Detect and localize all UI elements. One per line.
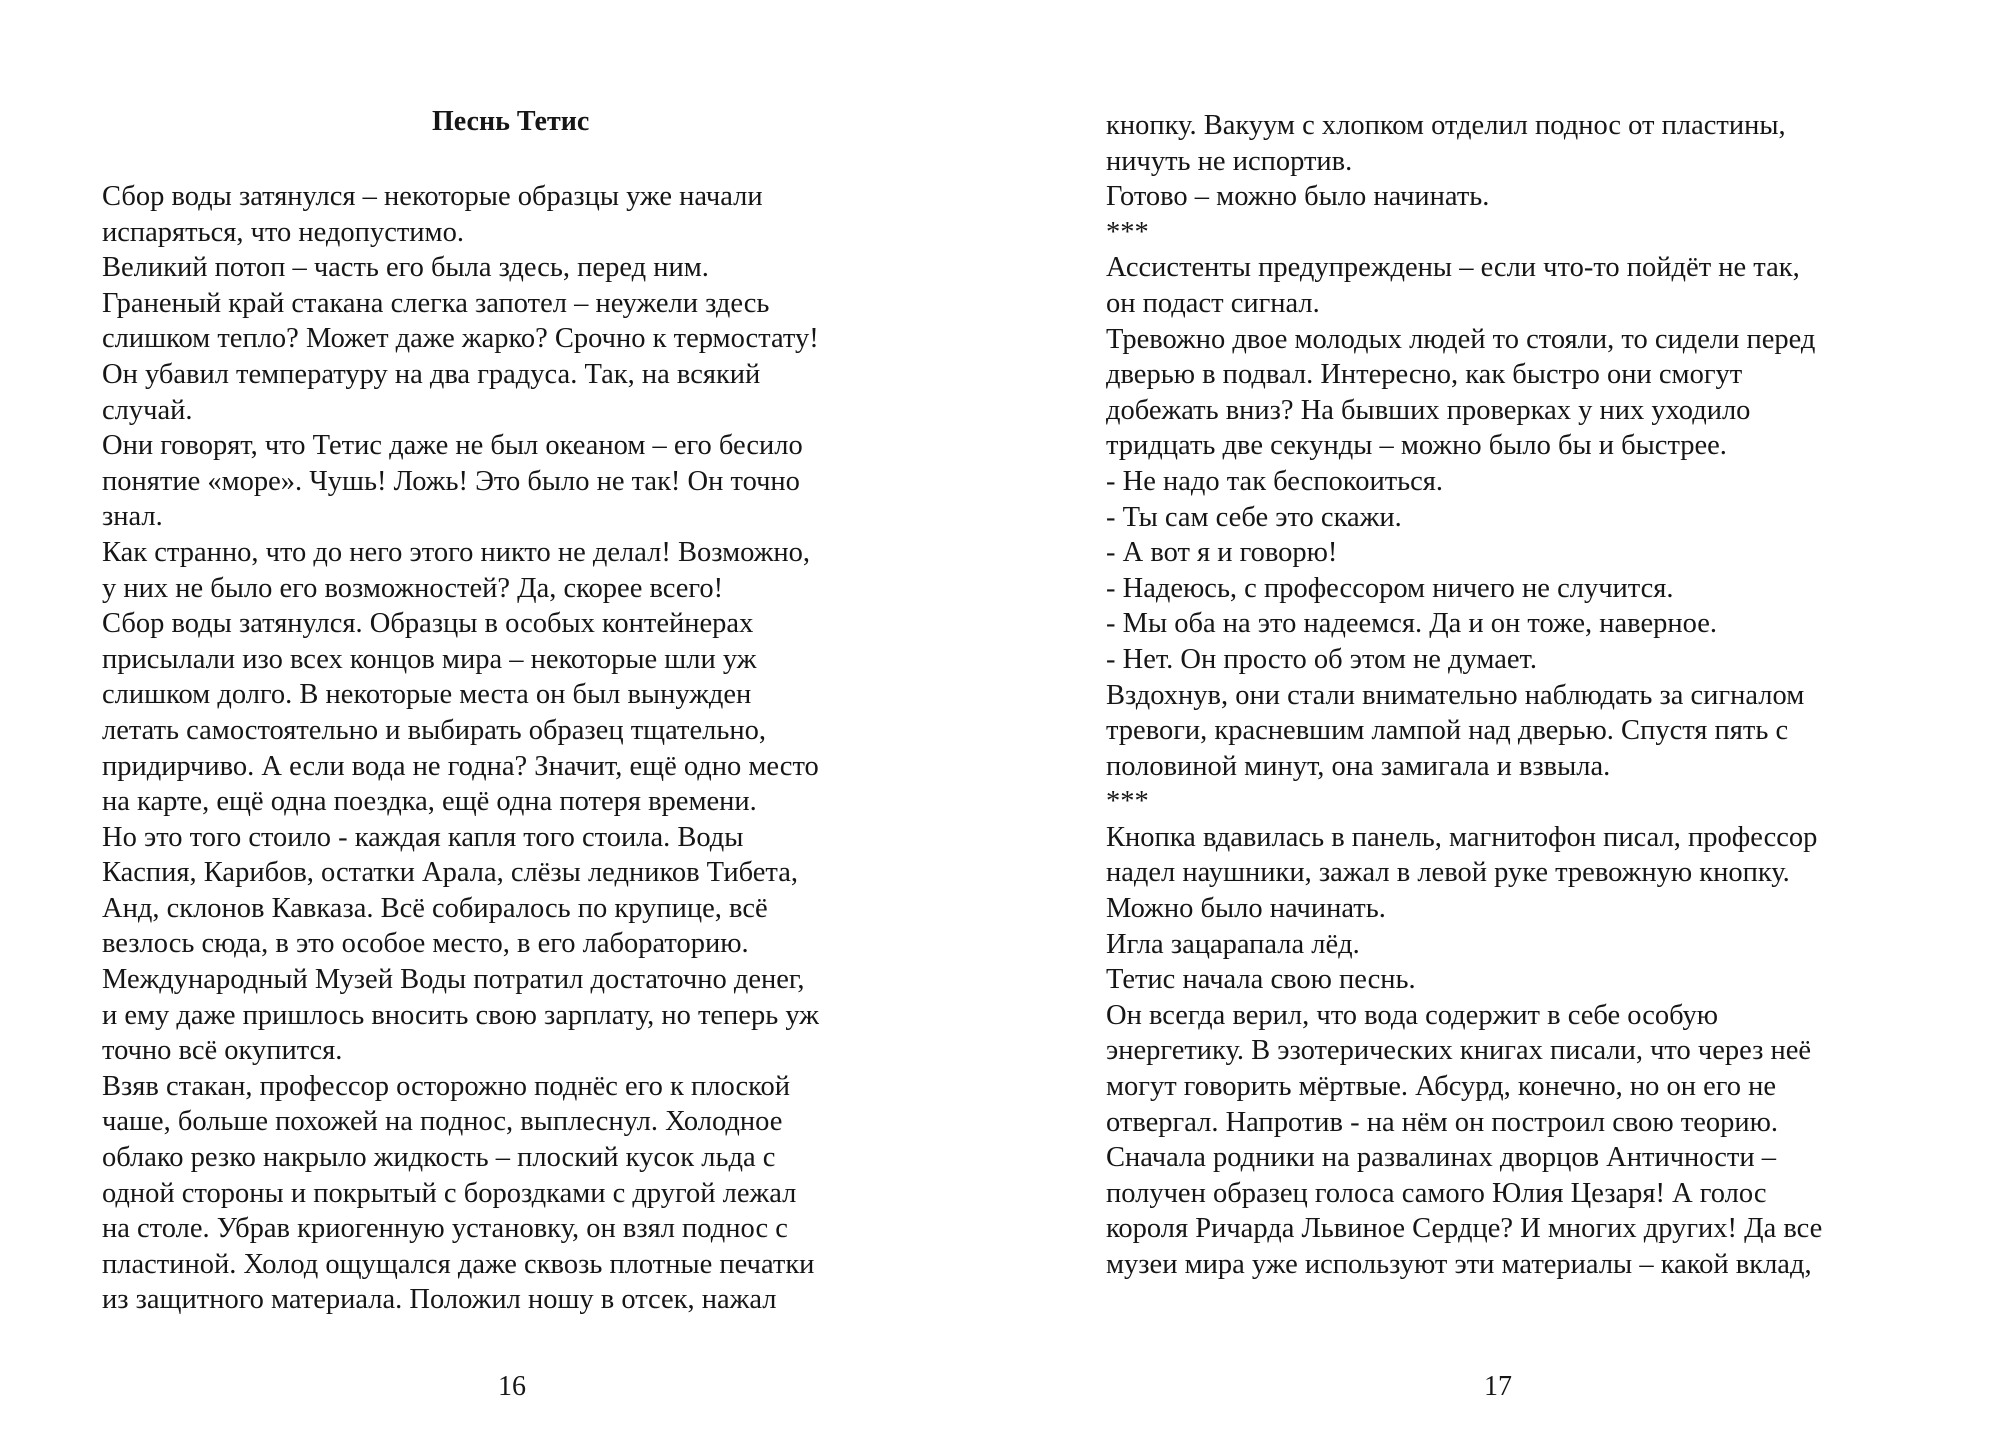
text-line: знал. xyxy=(102,501,163,533)
text-line: везлось сюда, в это особое место, в его лабораторию. xyxy=(102,928,749,960)
text-line: у них не было его возможностей? Да, скорее всего! xyxy=(102,572,724,604)
text-line: придирчиво. А если вода не годна? Значит, ещё одно место xyxy=(102,750,819,782)
text-line: - Не надо так беспокоиться. xyxy=(1106,465,1444,497)
text-line: Игла зацарапала лёд. xyxy=(1106,928,1360,960)
text-line: получен образец голоса самого Юлия Цезаря! А голос xyxy=(1106,1177,1767,1209)
text-line: Как странно, что до него этого никто не делал! Возможно, xyxy=(102,536,811,568)
text-line: Граненый край стакана слегка запотел – неужели здесь xyxy=(102,287,770,319)
text-line: дверью в подвал. Интересно, как быстро они смогут xyxy=(1106,359,1743,391)
text-line: точно всё окупится. xyxy=(102,1035,343,1067)
text-line: энергетику. В эзотерических книгах писали, что через неё xyxy=(1106,1035,1812,1067)
text-line: короля Ричарда Львиное Сердце? И многих других! Да все xyxy=(1106,1213,1823,1245)
text-line: кнопку. Вакуум с хлопком отделил поднос от пластины, xyxy=(1106,110,1786,141)
text-line: чаше, больше похожей на поднос, выплеснул. Холодное xyxy=(102,1106,783,1138)
text-line: и ему даже пришлось вносить свою зарплату, но теперь уж xyxy=(102,999,819,1031)
text-line: Тетис начала свою песнь. xyxy=(1106,964,1416,996)
text-line: Взяв стакан, профессор осторожно поднёс его к плоской xyxy=(102,1070,790,1102)
text-line: могут говорить мёртвые. Абсурд, конечно, но он его не xyxy=(1106,1071,1777,1103)
text-line: ничуть не испортив. xyxy=(1106,145,1353,177)
text-line: тревоги, красневшим лампой над дверью. Спустя пять с xyxy=(1106,715,1789,747)
text-line: тридцать две секунды – можно было бы и быстрее. xyxy=(1106,430,1727,462)
text-line: слишком долго. В некоторые места он был вынужден xyxy=(102,679,752,711)
text-line: Вздохнув, они стали внимательно наблюдать за сигналом xyxy=(1106,679,1805,711)
text-line: одной стороны и покрытый с бороздками с другой лежал xyxy=(102,1177,797,1209)
text-line: Тревожно двое молодых людей то стояли, то сидели перед xyxy=(1106,323,1816,355)
text-line: - Надеюсь, с профессором ничего не случится. xyxy=(1106,572,1674,604)
text-line: на столе. Убрав криогенную установку, он взял поднос с xyxy=(102,1213,788,1245)
text-line: Великий потоп – часть его была здесь, перед ним. xyxy=(102,252,709,284)
text-line: понятие «море». Чушь! Ложь! Это было не так! Он точно xyxy=(102,465,800,497)
page-number-right: 17 xyxy=(1484,1371,1512,1402)
text-line: Ассистенты предупреждены – если что-то пойдёт не так, xyxy=(1106,252,1800,284)
text-line: он подаст сигнал. xyxy=(1106,287,1320,319)
text-line: Сначала родники на развалинах дворцов Античности – xyxy=(1106,1142,1776,1174)
text-line: музеи мира уже используют эти материалы – какой вклад, xyxy=(1106,1249,1812,1280)
text-line: *** xyxy=(1106,216,1149,248)
page-number-left: 16 xyxy=(498,1371,526,1402)
chapter-title: Песнь Тетис xyxy=(432,106,590,137)
text-line: половиной минут, она замигала и взвыла. xyxy=(1106,750,1611,782)
text-line: надел наушники, зажал в левой руке тревожную кнопку. xyxy=(1106,857,1790,889)
text-line: добежать вниз? На бывших проверках у них уходило xyxy=(1106,394,1751,426)
text-line: - А вот я и говорю! xyxy=(1106,537,1338,569)
text-line: Международный Музей Воды потратил достаточно денег, xyxy=(102,964,805,996)
text-line: *** xyxy=(1106,786,1149,818)
text-line: Сбор воды затянулся – некоторые образцы уже начали xyxy=(102,181,763,212)
text-line: из защитного материала. Положил ношу в отсек, нажал xyxy=(102,1284,777,1316)
text-line: - Нет. Он просто об этом не думает. xyxy=(1106,643,1537,675)
text-line: присылали изо всех концов мира – некоторые шли уж xyxy=(102,643,757,675)
text-line: Кнопка вдавилась в панель, магнитофон писал, профессор xyxy=(1106,821,1818,853)
text-line: Но это того стоило - каждая капля того стоила. Воды xyxy=(102,821,744,853)
text-line: Каспия, Карибов, остатки Арала, слёзы ледников Тибета, xyxy=(102,857,798,889)
text-line: - Мы оба на это надеемся. Да и он тоже, наверное. xyxy=(1106,608,1717,640)
text-line: пластиной. Холод ощущался даже сквозь плотные печатки xyxy=(102,1248,815,1280)
text-line: Анд, склонов Кавказа. Всё собиралось по крупице, всё xyxy=(102,892,768,924)
text-line: Сбор воды затянулся. Образцы в особых контейнерах xyxy=(102,608,754,640)
text-line: слишком тепло? Может даже жарко? Срочно к термостату! xyxy=(102,323,819,355)
right-page xyxy=(1000,0,2000,1456)
left-page-body xyxy=(102,179,819,1318)
right-page-body xyxy=(1106,108,1822,1283)
text-line: Он убавил температуру на два градуса. Так, на всякий xyxy=(102,358,761,390)
text-line: Он всегда верил, что вода содержит в себе особую xyxy=(1106,999,1719,1031)
text-line: на карте, ещё одна поездка, ещё одна потеря времени. xyxy=(102,786,757,818)
text-line: облако резко накрыло жидкость – плоский кусок льда с xyxy=(102,1142,776,1174)
text-line: случай. xyxy=(102,394,193,426)
text-line: - Ты сам себе это скажи. xyxy=(1106,501,1402,533)
text-line: Готово – можно было начинать. xyxy=(1106,181,1490,213)
text-line: отвергал. Напротив - на нём он построил свою теорию. xyxy=(1106,1106,1779,1138)
text-line: Они говорят, что Тетис даже не был океаном – его бесило xyxy=(102,430,803,462)
text-line: испаряться, что недопустимо. xyxy=(102,216,464,248)
text-line: Можно было начинать. xyxy=(1106,893,1386,925)
text-line: летать самостоятельно и выбирать образец тщательно, xyxy=(102,714,766,746)
